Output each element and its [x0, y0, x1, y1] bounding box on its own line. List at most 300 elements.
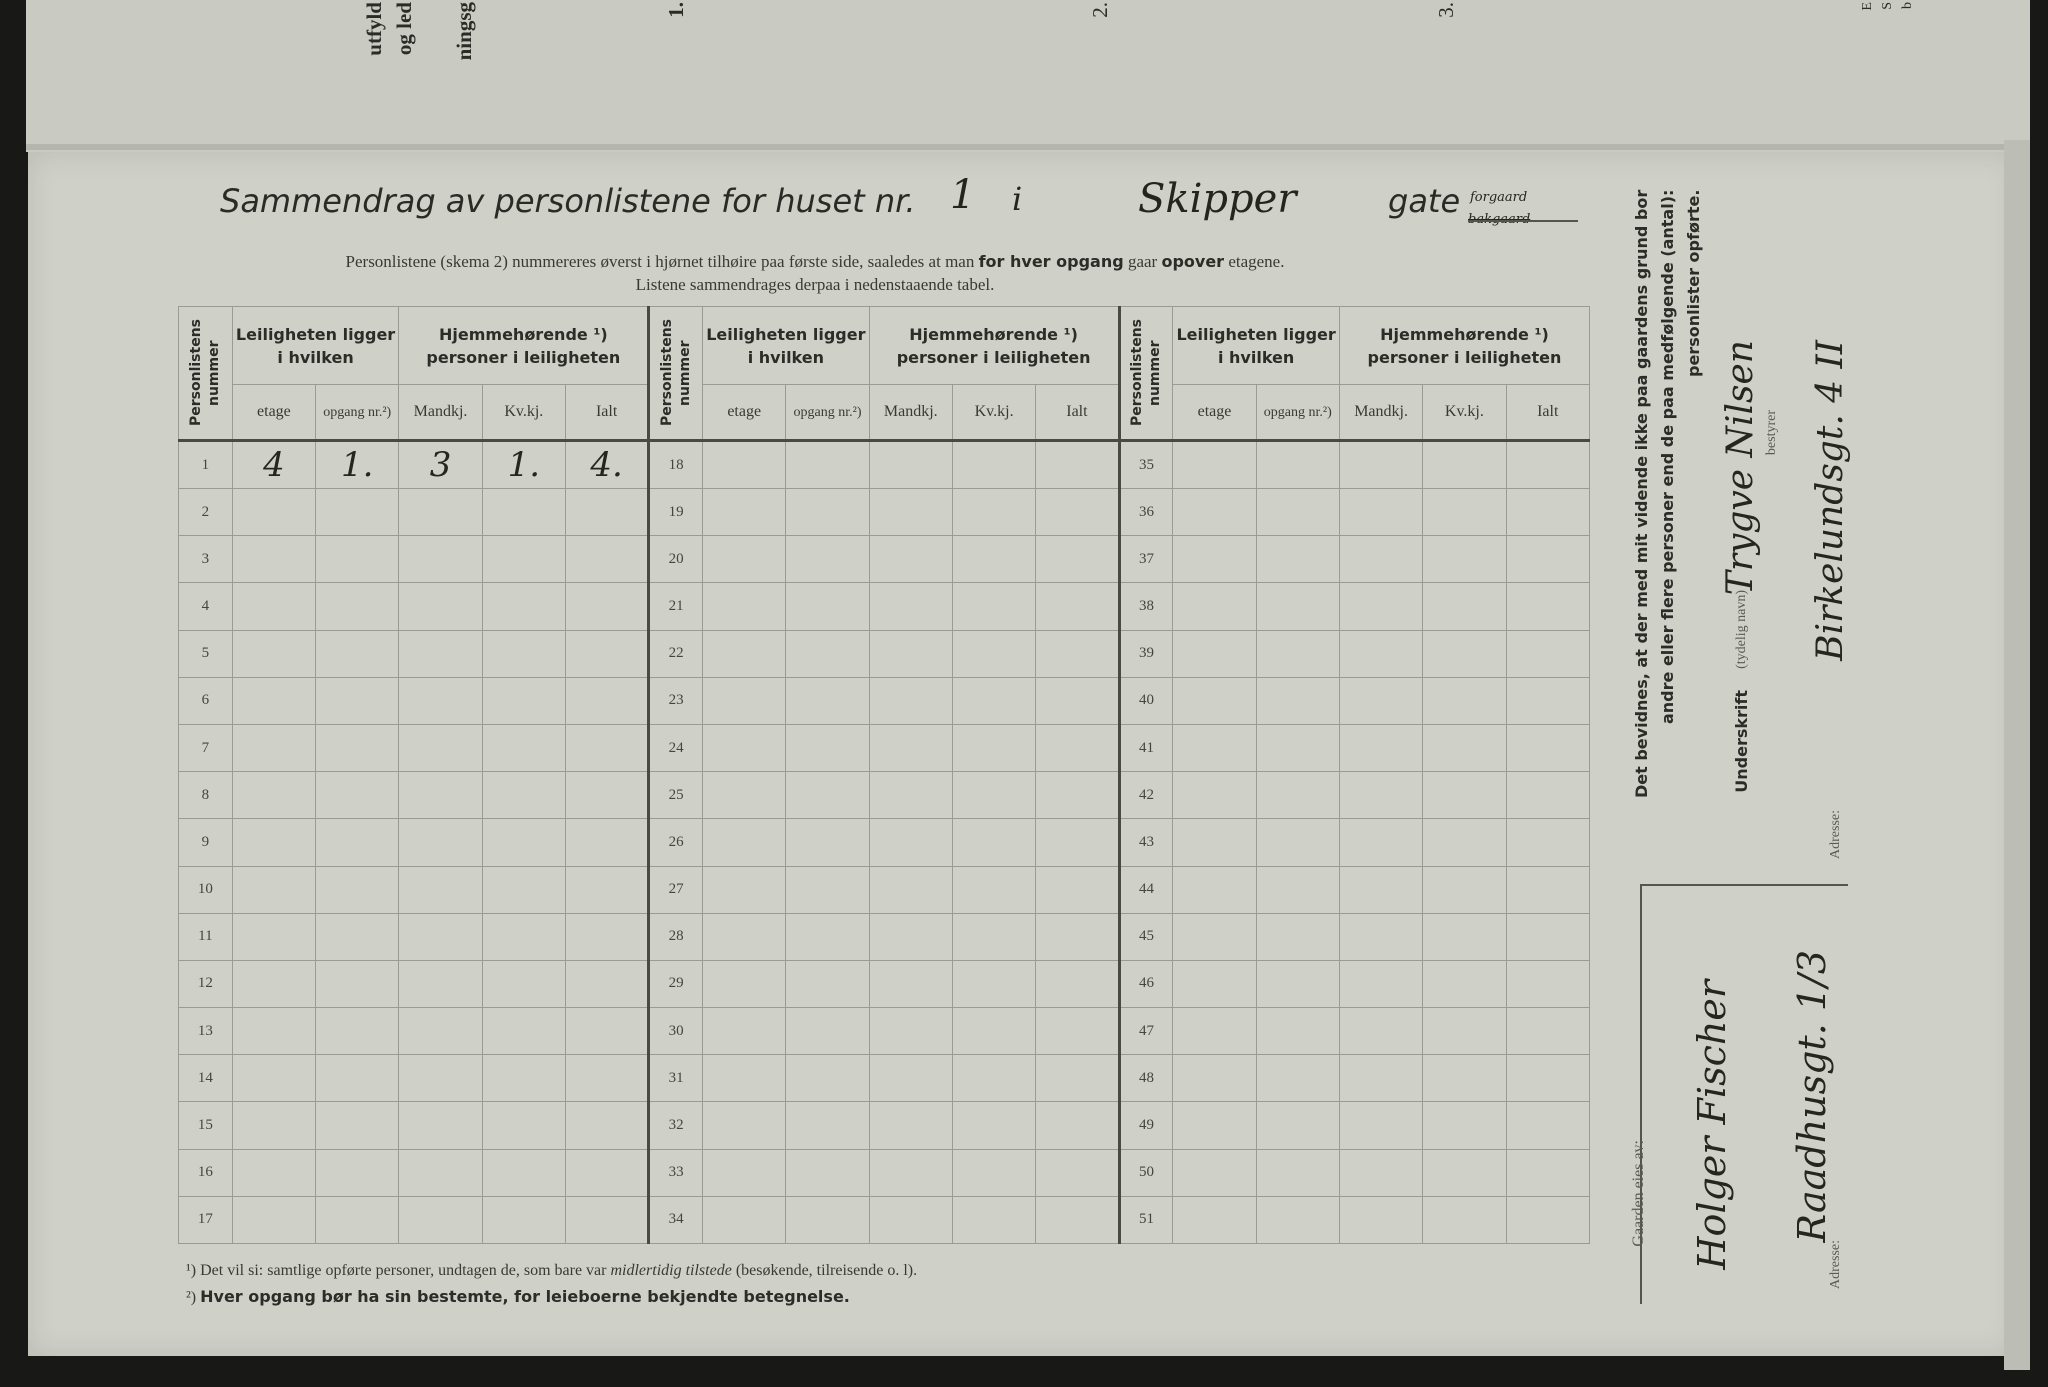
- kvkj-cell: [482, 1055, 565, 1102]
- kvkj-cell: [482, 489, 565, 536]
- opgang-cell: [316, 724, 399, 771]
- ialt-cell: [1506, 866, 1589, 913]
- ialt-cell: [1036, 677, 1119, 724]
- opgang-cell: [316, 913, 399, 960]
- ialt-cell: [1506, 1102, 1589, 1149]
- table-row: [179, 819, 1590, 866]
- table-row: [179, 1055, 1590, 1102]
- kvkj-subheader: Kv.kj.: [1423, 385, 1506, 441]
- kvkj-cell: [482, 819, 565, 866]
- title-gate: gate: [1388, 182, 1461, 220]
- mandkj-cell: [1339, 630, 1422, 677]
- ialt-cell: [565, 866, 648, 913]
- table-row: [179, 913, 1590, 960]
- underskrift-label: Underskrift: [1732, 690, 1751, 793]
- table-row: [179, 536, 1590, 583]
- etage-cell: [232, 1149, 315, 1196]
- opgang-cell: [316, 1055, 399, 1102]
- kvkj-cell: [1423, 1102, 1506, 1149]
- opgang-subheader: opgang nr.²): [786, 385, 869, 441]
- opgang-cell: [316, 960, 399, 1007]
- etage-subheader: etage: [703, 385, 786, 441]
- mandkj-cell: [1339, 1149, 1422, 1196]
- person-nr-cell: 43: [1119, 819, 1173, 866]
- person-nr-header: [1119, 307, 1173, 441]
- kvkj-cell: [1423, 913, 1506, 960]
- mandkj-cell: [399, 724, 482, 771]
- etage-cell: [1173, 583, 1256, 630]
- opgang-cell: 1.: [316, 441, 399, 489]
- ialt-cell: [1036, 1196, 1119, 1243]
- person-nr-cell: 13: [179, 1008, 233, 1055]
- instruction-text: gaar: [1127, 252, 1158, 271]
- ialt-cell: [1036, 583, 1119, 630]
- person-nr-cell: 9: [179, 819, 233, 866]
- opgang-cell: [786, 441, 869, 489]
- owner-name: Holger Fischer: [1690, 980, 1734, 1270]
- certification-line-1: Det bevidnes, at der med mit vidende ikke paa gaardens grund bor: [1632, 190, 1651, 799]
- etage-cell: [1173, 772, 1256, 819]
- mandkj-cell: [1339, 1102, 1422, 1149]
- etage-cell: [1173, 630, 1256, 677]
- forgaard-label: forgaard: [1470, 190, 1528, 205]
- person-nr-cell: 19: [649, 489, 703, 536]
- kvkj-cell: [952, 536, 1035, 583]
- mandkj-cell: [1339, 960, 1422, 1007]
- instruction-bold: opover: [1161, 252, 1225, 271]
- kvkj-subheader: Kv.kj.: [482, 385, 565, 441]
- kvkj-cell: [952, 1102, 1035, 1149]
- kvkj-cell: [1423, 1008, 1506, 1055]
- opgang-cell: [786, 1196, 869, 1243]
- etage-cell: [1173, 441, 1256, 489]
- mandkj-cell: [1339, 441, 1422, 489]
- table-row: [179, 1102, 1590, 1149]
- etage-cell: [232, 819, 315, 866]
- opgang-cell: [1256, 913, 1339, 960]
- person-nr-cell: 7: [179, 724, 233, 771]
- person-nr-cell: 45: [1119, 913, 1173, 960]
- person-nr-cell: 29: [649, 960, 703, 1007]
- ialt-cell: [1036, 960, 1119, 1007]
- etage-cell: 4: [232, 441, 315, 489]
- mandkj-cell: [869, 866, 952, 913]
- kvkj-cell: [1423, 630, 1506, 677]
- mandkj-cell: [399, 866, 482, 913]
- etage-cell: [232, 724, 315, 771]
- form-title: [220, 182, 916, 220]
- kvkj-cell: [952, 1196, 1035, 1243]
- opgang-cell: [1256, 1055, 1339, 1102]
- table-row: [179, 724, 1590, 771]
- ialt-cell: [1506, 630, 1589, 677]
- person-nr-header-text: Personlistens nummer: [1129, 319, 1164, 427]
- kvkj-cell: [952, 1055, 1035, 1102]
- mandkj-subheader: Mandkj.: [399, 385, 482, 441]
- etage-cell: [703, 1102, 786, 1149]
- opgang-cell: [786, 1102, 869, 1149]
- kvkj-cell: [1423, 819, 1506, 866]
- mandkj-subheader: Mandkj.: [869, 385, 952, 441]
- kvkj-subheader: Kv.kj.: [952, 385, 1035, 441]
- table-row: [179, 441, 1590, 489]
- etage-cell: [703, 866, 786, 913]
- opgang-cell: [786, 1055, 869, 1102]
- etage-cell: [1173, 677, 1256, 724]
- ialt-cell: [1506, 489, 1589, 536]
- etage-cell: [1173, 819, 1256, 866]
- certification-adresse-label: Adresse:: [1828, 810, 1843, 859]
- etage-cell: [232, 489, 315, 536]
- etage-cell: [703, 1149, 786, 1196]
- ialt-cell: [1036, 630, 1119, 677]
- opgang-cell: [786, 489, 869, 536]
- prev-page-text: S: [1880, 2, 1895, 10]
- opgang-cell: [786, 913, 869, 960]
- etage-cell: [703, 489, 786, 536]
- etage-cell: [1173, 1008, 1256, 1055]
- opgang-cell: [786, 866, 869, 913]
- opgang-cell: [1256, 819, 1339, 866]
- ialt-cell: [1506, 1149, 1589, 1196]
- opgang-cell: [1256, 441, 1339, 489]
- prev-page-text: b: [1900, 2, 1915, 9]
- kvkj-cell: [952, 866, 1035, 913]
- sheet-edge: [2004, 140, 2030, 1370]
- opgang-cell: [1256, 677, 1339, 724]
- mandkj-cell: [399, 583, 482, 630]
- person-nr-cell: 1: [179, 441, 233, 489]
- ialt-cell: [1036, 724, 1119, 771]
- mandkj-cell: [869, 1196, 952, 1243]
- ialt-cell: [1506, 441, 1589, 489]
- etage-cell: [703, 913, 786, 960]
- mandkj-cell: [1339, 583, 1422, 630]
- etage-cell: [703, 724, 786, 771]
- person-nr-cell: 3: [179, 536, 233, 583]
- ialt-cell: [565, 677, 648, 724]
- mandkj-subheader: Mandkj.: [1339, 385, 1422, 441]
- person-nr-cell: 11: [179, 913, 233, 960]
- owner-adresse-label: Adresse:: [1828, 1240, 1843, 1289]
- table-row: [179, 677, 1590, 724]
- opgang-cell: [316, 1008, 399, 1055]
- person-nr-cell: 20: [649, 536, 703, 583]
- house-number: 1: [950, 172, 976, 218]
- ialt-cell: [1036, 772, 1119, 819]
- mandkj-cell: [869, 536, 952, 583]
- etage-cell: [232, 583, 315, 630]
- prev-page-text: 3.: [1434, 2, 1458, 18]
- kvkj-cell: [482, 772, 565, 819]
- opgang-cell: [316, 819, 399, 866]
- opgang-cell: [1256, 866, 1339, 913]
- kvkj-cell: [1423, 772, 1506, 819]
- kvkj-cell: [952, 772, 1035, 819]
- person-nr-cell: 17: [179, 1196, 233, 1243]
- signature: Trygve Nilsen: [1720, 340, 1761, 596]
- table-row: [179, 630, 1590, 677]
- person-nr-cell: 33: [649, 1149, 703, 1196]
- table-row: [179, 1196, 1590, 1243]
- certification-line-3: personlister opførte.: [1684, 190, 1703, 378]
- table-row: [179, 960, 1590, 1007]
- person-nr-cell: 12: [179, 960, 233, 1007]
- opgang-cell: [1256, 583, 1339, 630]
- mandkj-cell: [399, 1102, 482, 1149]
- opgang-cell: [1256, 960, 1339, 1007]
- mandkj-cell: [399, 1055, 482, 1102]
- opgang-cell: [786, 772, 869, 819]
- mandkj-cell: [399, 913, 482, 960]
- instruction-bold: for hver opgang: [978, 252, 1124, 271]
- person-nr-cell: 50: [1119, 1149, 1173, 1196]
- opgang-cell: [1256, 772, 1339, 819]
- ialt-subheader: Ialt: [565, 385, 648, 441]
- person-nr-header-text: Personlistens nummer: [659, 319, 694, 427]
- ialt-cell: [1036, 536, 1119, 583]
- ialt-cell: [1036, 1102, 1119, 1149]
- mandkj-cell: [1339, 489, 1422, 536]
- person-nr-cell: 27: [649, 866, 703, 913]
- person-nr-cell: 28: [649, 913, 703, 960]
- person-nr-cell: 21: [649, 583, 703, 630]
- person-nr-cell: 24: [649, 724, 703, 771]
- mandkj-cell: [1339, 536, 1422, 583]
- owner-label: Gaarden eies av:: [1630, 1140, 1647, 1247]
- ialt-cell: [1506, 583, 1589, 630]
- kvkj-cell: [482, 1196, 565, 1243]
- bestyrer-label: bestyrer: [1764, 410, 1779, 456]
- etage-cell: [1173, 913, 1256, 960]
- certification-adresse-value: Birkelundsgt. 4 II: [1810, 340, 1851, 661]
- mandkj-cell: [399, 489, 482, 536]
- footnote-2: ²) Hver opgang bør ha sin bestemte, for leieboerne bekjendte betegnelse.: [186, 1287, 850, 1306]
- person-nr-cell: 32: [649, 1102, 703, 1149]
- ialt-cell: [565, 1149, 648, 1196]
- ialt-cell: [1036, 441, 1119, 489]
- mandkj-cell: [399, 819, 482, 866]
- etage-subheader: etage: [1173, 385, 1256, 441]
- person-nr-header: [649, 307, 703, 441]
- person-nr-header-text: Personlistens nummer: [188, 319, 223, 427]
- kvkj-cell: [482, 724, 565, 771]
- ialt-cell: [565, 772, 648, 819]
- person-nr-cell: 16: [179, 1149, 233, 1196]
- person-nr-cell: 26: [649, 819, 703, 866]
- etage-cell: [703, 1008, 786, 1055]
- ialt-cell: [565, 1055, 648, 1102]
- person-nr-cell: 41: [1119, 724, 1173, 771]
- opgang-cell: [316, 583, 399, 630]
- opgang-cell: [1256, 536, 1339, 583]
- kvkj-cell: [1423, 960, 1506, 1007]
- person-nr-cell: 6: [179, 677, 233, 724]
- person-nr-cell: 5: [179, 630, 233, 677]
- kvkj-cell: [1423, 1055, 1506, 1102]
- ialt-cell: [1036, 489, 1119, 536]
- mandkj-cell: [1339, 724, 1422, 771]
- opgang-cell: [1256, 1008, 1339, 1055]
- ialt-cell: [1036, 819, 1119, 866]
- ialt-cell: [565, 1196, 648, 1243]
- mandkj-cell: [869, 489, 952, 536]
- person-nr-cell: 2: [179, 489, 233, 536]
- street-name: Skipper: [1138, 176, 1297, 222]
- person-nr-cell: 35: [1119, 441, 1173, 489]
- etage-cell: [1173, 960, 1256, 1007]
- etage-cell: [232, 677, 315, 724]
- ialt-cell: [565, 630, 648, 677]
- mandkj-cell: [1339, 913, 1422, 960]
- mandkj-cell: [1339, 819, 1422, 866]
- kvkj-cell: [1423, 583, 1506, 630]
- kvkj-cell: [952, 913, 1035, 960]
- opgang-cell: [786, 724, 869, 771]
- person-nr-cell: 25: [649, 772, 703, 819]
- person-nr-cell: 4: [179, 583, 233, 630]
- etage-cell: [703, 1196, 786, 1243]
- person-nr-cell: 37: [1119, 536, 1173, 583]
- kvkj-cell: [482, 866, 565, 913]
- etage-cell: [703, 1055, 786, 1102]
- opgang-cell: [316, 1196, 399, 1243]
- etage-cell: [1173, 1149, 1256, 1196]
- table-row: [179, 866, 1590, 913]
- person-nr-cell: 49: [1119, 1102, 1173, 1149]
- mandkj-cell: [869, 630, 952, 677]
- mandkj-cell: [1339, 1055, 1422, 1102]
- opgang-cell: [316, 1149, 399, 1196]
- kvkj-cell: [482, 536, 565, 583]
- mandkj-cell: [1339, 1008, 1422, 1055]
- kvkj-cell: [952, 819, 1035, 866]
- kvkj-cell: [952, 1149, 1035, 1196]
- table-row: [179, 1008, 1590, 1055]
- instruction-text: Personlistene (skema 2) nummereres øverst i hjørnet tilhøire paa første side, saaledes at man: [345, 252, 975, 271]
- etage-cell: [232, 1102, 315, 1149]
- ialt-cell: [565, 960, 648, 1007]
- ialt-cell: [1506, 677, 1589, 724]
- prev-page-text: ningsg: [452, 2, 476, 61]
- certification-line-2: andre eller flere personer end de paa medfølgende (antal):: [1658, 190, 1677, 725]
- kvkj-cell: [1423, 536, 1506, 583]
- prev-page-text: utfyld: [362, 2, 386, 56]
- person-nr-cell: 47: [1119, 1008, 1173, 1055]
- leilighet-header: Leiligheten ligger i hvilken: [232, 307, 399, 385]
- etage-cell: [1173, 1055, 1256, 1102]
- ialt-subheader: Ialt: [1506, 385, 1589, 441]
- kvkj-cell: [1423, 724, 1506, 771]
- ialt-cell: [1036, 1149, 1119, 1196]
- ialt-cell: [1506, 1008, 1589, 1055]
- ialt-subheader: Ialt: [1036, 385, 1119, 441]
- mandkj-cell: [399, 630, 482, 677]
- footnote-1: ¹) Det vil si: samtlige opførte personer, undtagen de, som bare var midlertidig tilstede (besøkende, tilreisende o. l).: [186, 1262, 918, 1279]
- kvkj-cell: [952, 630, 1035, 677]
- mandkj-cell: [869, 1102, 952, 1149]
- opgang-cell: [1256, 1149, 1339, 1196]
- opgang-cell: [1256, 1196, 1339, 1243]
- opgang-cell: [786, 1008, 869, 1055]
- kvkj-cell: [952, 960, 1035, 1007]
- kvkj-cell: 1.: [482, 441, 565, 489]
- etage-cell: [1173, 536, 1256, 583]
- etage-cell: [232, 960, 315, 1007]
- etage-cell: [703, 960, 786, 1007]
- opgang-cell: [786, 960, 869, 1007]
- opgang-subheader: opgang nr.²): [316, 385, 399, 441]
- instruction-text: etagene.: [1228, 252, 1285, 271]
- ialt-cell: [565, 583, 648, 630]
- mandkj-cell: [869, 819, 952, 866]
- owner-adresse-value: Raadhusgt. 1/3: [1790, 950, 1834, 1243]
- prev-page-text: og led: [392, 2, 416, 56]
- person-nr-cell: 40: [1119, 677, 1173, 724]
- person-nr-cell: 36: [1119, 489, 1173, 536]
- kvkj-cell: [482, 677, 565, 724]
- leilighet-header: Leiligheten ligger i hvilken: [1173, 307, 1340, 385]
- ialt-cell: [1506, 1196, 1589, 1243]
- etage-cell: [232, 1055, 315, 1102]
- kvkj-cell: [1423, 1149, 1506, 1196]
- opgang-cell: [786, 583, 869, 630]
- kvkj-cell: [482, 630, 565, 677]
- footnotes: [186, 1258, 917, 1311]
- person-nr-cell: 8: [179, 772, 233, 819]
- page-fold: [26, 144, 2030, 150]
- opgang-subheader: opgang nr.²): [1256, 385, 1339, 441]
- mandkj-cell: [399, 677, 482, 724]
- kvkj-cell: [482, 1008, 565, 1055]
- ialt-cell: [565, 489, 648, 536]
- mandkj-cell: [399, 960, 482, 1007]
- person-nr-cell: 18: [649, 441, 703, 489]
- ialt-cell: [565, 913, 648, 960]
- mandkj-cell: [869, 1008, 952, 1055]
- etage-cell: [703, 583, 786, 630]
- mandkj-cell: [869, 1149, 952, 1196]
- etage-cell: [703, 441, 786, 489]
- opgang-cell: [316, 772, 399, 819]
- kvkj-cell: [952, 1008, 1035, 1055]
- opgang-cell: [1256, 489, 1339, 536]
- person-nr-cell: 48: [1119, 1055, 1173, 1102]
- etage-cell: [232, 772, 315, 819]
- ialt-cell: [1036, 913, 1119, 960]
- etage-cell: [232, 913, 315, 960]
- ialt-cell: [565, 536, 648, 583]
- instruction-line-2: Listene sammendrages derpaa i nedenstaaende tabel.: [635, 275, 995, 294]
- ialt-cell: [1506, 819, 1589, 866]
- title-prefix: Sammendrag av personlistene for huset nr.: [220, 182, 916, 220]
- opgang-cell: [786, 819, 869, 866]
- divider-line: [1640, 884, 1848, 886]
- mandkj-cell: [399, 772, 482, 819]
- person-nr-cell: 42: [1119, 772, 1173, 819]
- opgang-cell: [316, 489, 399, 536]
- etage-cell: [703, 630, 786, 677]
- opgang-cell: [786, 536, 869, 583]
- person-nr-cell: 46: [1119, 960, 1173, 1007]
- kvkj-cell: [952, 677, 1035, 724]
- kvkj-cell: [952, 583, 1035, 630]
- previous-page-strip: [26, 0, 2030, 152]
- opgang-cell: [1256, 1102, 1339, 1149]
- summary-table: [178, 306, 1590, 1244]
- kvkj-cell: [482, 913, 565, 960]
- opgang-cell: [316, 630, 399, 677]
